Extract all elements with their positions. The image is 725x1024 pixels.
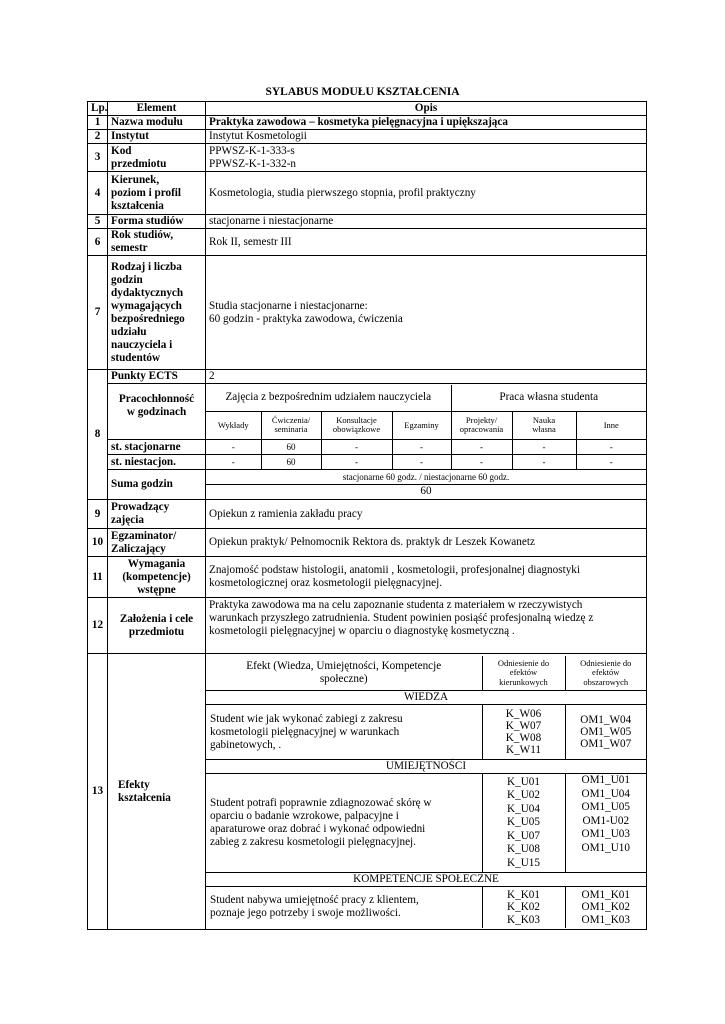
row-label: Wymagania (kompetencje) wstępne	[108, 557, 206, 598]
row-lp: 13	[88, 654, 108, 930]
module-name: Praktyka zawodowa – kosmetyka pielęgnacyjna i upiększająca	[206, 116, 647, 130]
row-instytut	[88, 130, 647, 144]
outcome-competences: Student nabywa umiejętność pracy z klientem, poznaje jego potrzeby i swoje możliwości.	[206, 887, 482, 928]
hours-cell: -	[321, 455, 392, 469]
sum-total: 60	[206, 485, 646, 499]
document-title: SYLABUS MODUŁU KSZTAŁCENIA	[265, 86, 460, 98]
row-lp: 3	[88, 144, 108, 172]
row-suma	[88, 470, 647, 500]
section-umiejetnosci: UMIEJĘTNOŚCI	[206, 760, 646, 774]
row-lp: 6	[88, 229, 108, 256]
field-refs: K_U01 K_U02 K_U04 K_U05 K_U07 K_U08 K_U15	[482, 774, 565, 873]
row-pracochlonnosc	[88, 384, 647, 440]
row-lp: 2	[88, 130, 108, 144]
ects-label: Punkty ECTS	[108, 370, 206, 384]
section-wiedza: WIEDZA	[206, 691, 646, 705]
area-refs: OM1_K01 OM1_K02 OM1_K03	[565, 887, 646, 928]
col-konsultacje: Konsultacje obowiązkowe	[321, 412, 392, 439]
col-egzaminy: Egzaminy	[392, 412, 451, 439]
row-label: Efekty kształcenia	[108, 654, 206, 930]
prerequisites: Znajomość podstaw histologii, anatomii , kosmetologii, profesjonalnej diagnostyki kosmetologicznej oraz kosmetologii pielęgnacyjnej.	[206, 557, 647, 598]
row-lp: 11	[88, 557, 108, 598]
header-element: Element	[108, 102, 206, 116]
institute-value: Instytut Kosmetologii	[206, 130, 647, 144]
instructor: Opiekun z ramienia zakładu pracy	[206, 500, 647, 529]
hours-cell: 60	[261, 455, 321, 469]
row-label: Kierunek, poziom i profil kształcenia	[108, 172, 206, 215]
hours-cell: -	[206, 440, 261, 454]
hours-cell: -	[512, 440, 576, 454]
row-lp: 5	[88, 215, 108, 229]
row-lp: 1	[88, 116, 108, 130]
col-wyklady: Wykłady	[206, 412, 261, 439]
row-niestacjonarne	[88, 455, 647, 470]
sum-label: Suma godzin	[108, 470, 206, 500]
field-refs: K_K01 K_K02 K_K03	[482, 887, 565, 928]
hours-cell: -	[206, 455, 261, 469]
col-nauka: Nauka własna	[512, 412, 576, 439]
row-label: Prowadzący zajęcia	[108, 500, 206, 529]
row-efekty	[88, 654, 647, 930]
niestac-hours	[206, 455, 646, 469]
stac-hours	[206, 440, 646, 454]
row-lp: 4	[88, 172, 108, 215]
row-label: Forma studiów	[108, 215, 206, 229]
group-teacher: Zajęcia z bezpośrednim udziałem nauczyciela	[206, 385, 451, 412]
row-label: Rok studiów, semestr	[108, 229, 206, 256]
row-zalozenia	[88, 598, 647, 654]
header-opis: Opis	[206, 102, 647, 116]
hours-cell: 60	[261, 440, 321, 454]
row-stacjonarne	[88, 440, 647, 455]
objectives: Praktyka zawodowa ma na celu zapoznanie studenta z materiałem w rzeczywistych warunkach przyszłego zatrudnienia. Student powinien posiąść profesjonalną wiedzę z kosmetologii pielęgnacyjnej w oparciu o diagnostykę kosmetyczną .	[206, 598, 647, 654]
row-label: Egzaminator/ Zaliczający	[108, 529, 206, 557]
row-rodzaj-godzin	[88, 256, 647, 370]
hours-cell: -	[392, 455, 451, 469]
row-lp: 8	[88, 370, 108, 500]
workload-label: Pracochłonność w godzinach	[108, 384, 206, 440]
workload-columns	[206, 385, 646, 439]
ects-value: 2	[206, 370, 647, 384]
hours-cell: -	[321, 440, 392, 454]
row-forma-studiow	[88, 215, 647, 229]
row-egzaminator	[88, 529, 647, 557]
hours-cell: -	[576, 455, 646, 469]
col-cwiczenia: Ćwiczenia/ seminaria	[261, 412, 321, 439]
row-lp: 12	[88, 598, 108, 654]
course-code: PPWSZ-K-1-333-s PPWSZ-K-1-332-n	[206, 144, 647, 172]
hours-cell: -	[392, 440, 451, 454]
area-refs: OM1_W04 OM1_W05 OM1_W07	[565, 705, 646, 760]
area-ref-header: Odniesienie do efektów obszarowych	[565, 656, 646, 691]
field-refs: K_W06 K_W07 K_W08 K_W11	[482, 705, 565, 760]
outcome-skills: Student potrafi poprawnie zdiagnozować skórę w oparciu o badanie wzrokowe, palpacyjne i aparaturowe oraz dobrać i wykonać odpowiedni zabieg z zakresu kosmetologii pielęgnacyjnej.	[206, 774, 482, 873]
row-label: Nazwa modułu	[108, 116, 206, 130]
stac-label: st. stacjonarne	[108, 440, 206, 455]
sum-hours	[206, 471, 646, 499]
row-kod	[88, 144, 647, 172]
outcome-header: Efekt (Wiedza, Umiejętności, Kompetencje społeczne)	[206, 656, 482, 691]
row-label: Instytut	[108, 130, 206, 144]
header-lp: Lp.	[88, 102, 108, 116]
row-label: Rodzaj i liczba godzin dydaktycznych wymagających bezpośredniego udziału nauczyciela i studentów	[108, 256, 206, 370]
col-inne: Inne	[576, 412, 646, 439]
teaching-hours: Studia stacjonarne i niestacjonarne: 60 godzin - praktyka zawodowa, ćwiczenia	[206, 256, 647, 370]
group-self-work: Praca własna studenta	[451, 385, 646, 412]
niestac-label: st. niestacjon.	[108, 455, 206, 470]
area-refs: OM1_U01 OM1_U04 OM1_U05 OM1-U02 OM1_U03 OM1_U10	[565, 774, 646, 873]
row-kierunek	[88, 172, 647, 215]
row-label: Kod przedmiotu	[108, 144, 206, 172]
sum-detail: stacjonarne 60 godz. / niestacjonarne 60 godz.	[206, 471, 646, 485]
field-of-study: Kosmetologia, studia pierwszego stopnia, profil praktyczny	[206, 172, 647, 215]
row-lp: 10	[88, 529, 108, 557]
section-kompetencje: KOMPETENCJE SPOŁECZNE	[206, 873, 646, 887]
field-ref-header: Odniesienie do efektów kierunkowych	[482, 656, 565, 691]
study-form: stacjonarne i niestacjonarne	[206, 215, 647, 229]
examiner: Opiekun praktyk/ Pełnomocnik Rektora ds. praktyk dr Leszek Kowanetz	[206, 529, 647, 557]
syllabus-table	[87, 101, 647, 930]
hours-cell: -	[576, 440, 646, 454]
year-semester: Rok II, semestr III	[206, 229, 647, 256]
row-prowadzacy	[88, 500, 647, 529]
row-lp: 7	[88, 256, 108, 370]
learning-outcomes	[206, 656, 646, 928]
hours-cell: -	[451, 455, 512, 469]
row-ects	[88, 370, 647, 384]
col-projekty: Projekty/ opracowania	[451, 412, 512, 439]
row-rok-studiow	[88, 229, 647, 256]
row-nazwa-modulu	[88, 116, 647, 130]
header-row	[88, 102, 647, 116]
hours-cell: -	[451, 440, 512, 454]
outcome-knowledge: Student wie jak wykonać zabiegi z zakresu kosmetologii pielęgnacyjnej w warunkach gabinetowych, .	[206, 705, 482, 760]
row-label: Założenia i cele przedmiotu	[108, 598, 206, 654]
row-wymagania	[88, 557, 647, 598]
hours-cell: -	[512, 455, 576, 469]
row-lp: 9	[88, 500, 108, 529]
